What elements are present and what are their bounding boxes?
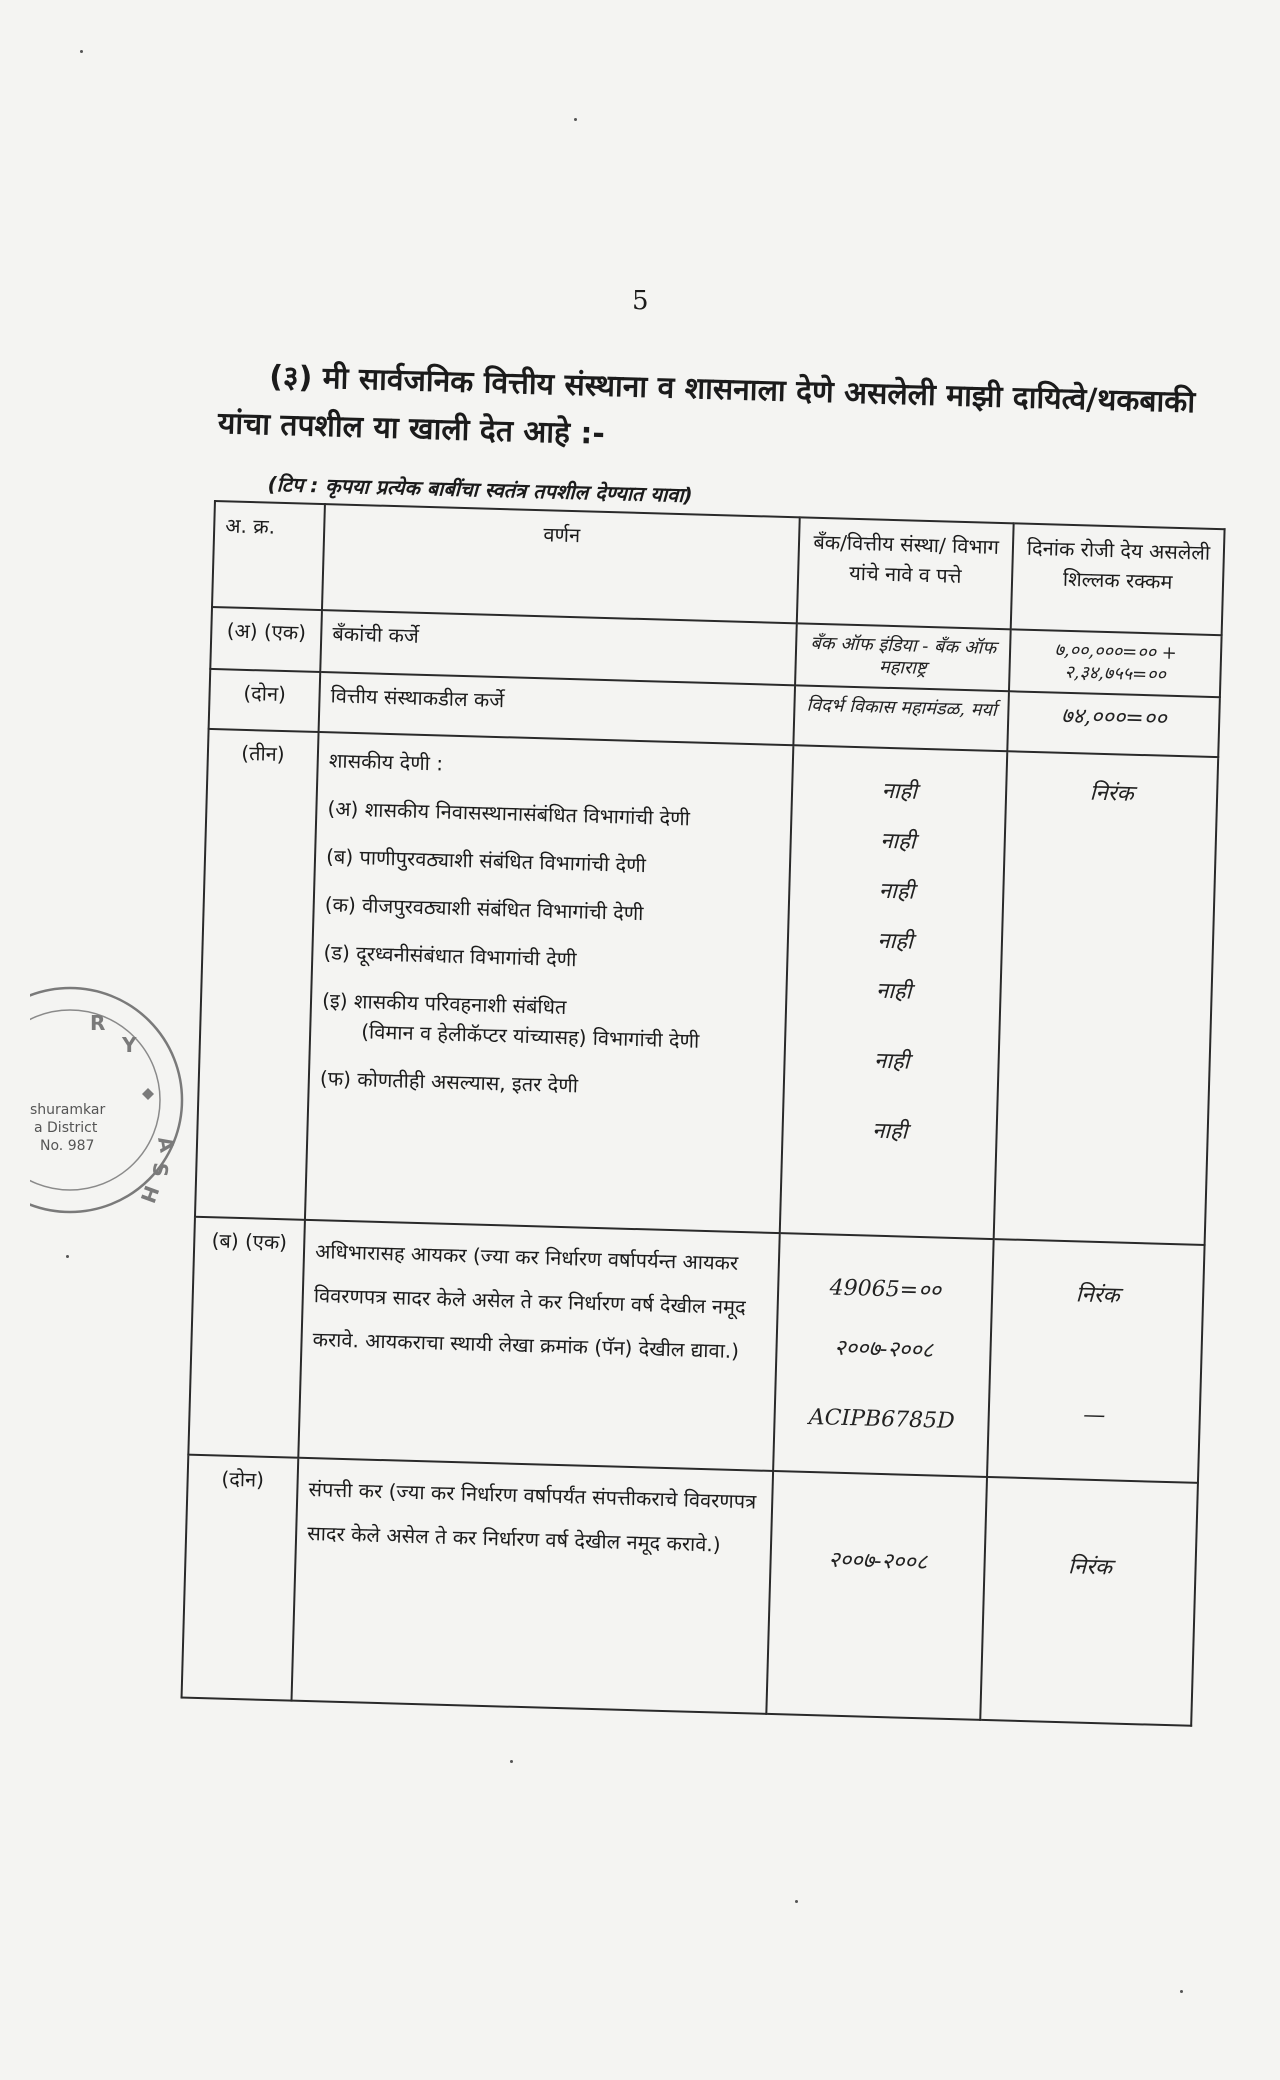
- handwritten-amount: ७४,०००=००: [1060, 703, 1167, 732]
- handwritten-value: नाही: [879, 828, 916, 855]
- handwritten-value: नाही: [873, 1048, 910, 1075]
- section-heading: [217, 352, 1239, 476]
- table-row: [195, 729, 1218, 1245]
- seal-ring-letter: Y: [122, 1033, 137, 1057]
- speck: [574, 118, 577, 121]
- page-number: 5: [632, 286, 649, 316]
- sub-item: (ड) दूरध्वनीसंबंधात विभागांची देणी: [323, 940, 577, 972]
- row-heading: शासकीय देणी :: [328, 748, 444, 776]
- header-serial: अ. क्र.: [212, 501, 325, 610]
- row-bank: [773, 1233, 994, 1477]
- handwritten-value: २००७-२००८: [827, 1547, 928, 1576]
- speck: [1180, 1990, 1183, 1993]
- sub-item: (ब) पाणीपुरवठ्याशी संबंधित विभागांची देणी: [325, 844, 647, 878]
- handwritten-amount: —: [1083, 1402, 1106, 1429]
- official-seal: [30, 980, 200, 1220]
- handwritten-bank: विदर्भ विकास महामंडळ, मर्या: [806, 694, 997, 721]
- speck: [510, 1760, 513, 1763]
- row-bank: [795, 623, 1011, 691]
- handwritten-amount: निरंक: [1067, 1554, 1113, 1581]
- handwritten-amount: निरंक: [1075, 1282, 1120, 1309]
- speck: [66, 1255, 69, 1258]
- handwritten-value: ACIPB6785D: [808, 1404, 956, 1435]
- row-description: संपत्ती कर (ज्या कर निर्धारण वर्षापर्यंत संपत्तीकराचे विवरणपत्र सादर केले असेल ते कर निर्धारण वर्ष देखील नमूद करावे.): [292, 1458, 774, 1714]
- heading-line-1: (३) मी सार्वजनिक वित्तीय संस्थाना व शासनाला देणे असलेली माझी दायित्वे/थकबाकी: [268, 359, 1196, 421]
- sub-item: (विमान व हेलीकॅप्टर यांच्यासह) विभागांची देणी: [360, 1019, 700, 1053]
- row-serial: (अ) (एक): [210, 607, 322, 672]
- seal-icon: [30, 980, 200, 1220]
- row-amount: [987, 1239, 1204, 1483]
- handwritten-value: 49065=००: [829, 1275, 942, 1304]
- seal-ring-letter: R: [90, 1011, 106, 1035]
- table-row: [188, 1217, 1204, 1483]
- speck: [795, 1900, 798, 1903]
- sub-item: (क) वीजपुरवठ्याशी संबंधित विभागांची देणी: [324, 892, 644, 926]
- handwritten-value: नाही: [875, 978, 912, 1005]
- handwritten-value: नाही: [877, 928, 914, 955]
- liabilities-table: [181, 500, 1226, 1727]
- seal-ring-letter: S: [147, 1161, 173, 1179]
- sub-item: (फ) कोणतीही असल्यास, इतर देणी: [319, 1066, 579, 1098]
- sub-item: (अ) शासकीय निवासस्थानासंबंधित विभागांची देणी: [327, 796, 691, 831]
- heading-line-2: यांचा तपशील या खाली देत आहे :-: [217, 405, 606, 452]
- row-serial: (तीन): [195, 729, 319, 1220]
- table-row: [182, 1455, 1198, 1726]
- handwritten-amount: ७,००,०००=०० + २,३४,७५५=००: [1054, 639, 1178, 686]
- row-amount: [1009, 629, 1221, 697]
- row-amount: [994, 751, 1218, 1245]
- seal-line: a District: [34, 1120, 98, 1136]
- row-amount: [980, 1477, 1198, 1726]
- seal-line: No. 987: [40, 1138, 95, 1154]
- header-description: वर्णन: [322, 504, 800, 623]
- row-bank: [794, 685, 1010, 751]
- row-bank: [780, 745, 1008, 1239]
- row-description: अधिभारासह आयकर (ज्या कर निर्धारण वर्षापर्यन्त आयकर विवरणपत्र सादर केले असेल ते कर निर्धारण वर्ष देखील नमूद करावे. आयकराचा स्थायी लेखा क्रमांक (पॅन) देखील द्यावा.): [298, 1220, 780, 1471]
- row-description: [305, 732, 793, 1233]
- handwritten-value: नाही: [878, 878, 915, 905]
- handwritten-value: नाही: [871, 1118, 908, 1145]
- speck: [80, 50, 83, 53]
- handwritten-value: २००७-२००८: [833, 1335, 934, 1364]
- seal-ring-letter: A: [153, 1134, 180, 1155]
- seal-ring-letter: H: [135, 1182, 164, 1207]
- handwritten-value: नाही: [881, 778, 918, 805]
- row-amount: [1007, 691, 1219, 757]
- row-serial: (दोन): [209, 669, 321, 732]
- sub-item: (इ) शासकीय परिवहनाशी संबंधित: [321, 988, 567, 1020]
- row-description: वित्तीय संस्थाकडील कर्जे: [319, 672, 796, 745]
- liabilities-table-wrapper: [179, 500, 1225, 1773]
- row-serial: (दोन): [182, 1455, 299, 1701]
- row-description: बँकांची कर्जे: [320, 610, 797, 685]
- note-text: (टिप : कृपया प्रत्येक बाबींचा स्वतंत्र तपशील देण्यात यावा): [267, 471, 693, 508]
- seal-line: shuramkar: [30, 1102, 106, 1118]
- handwritten-bank: बँक ऑफ इंडिया - बँक ऑफ महाराष्ट्र: [810, 632, 997, 679]
- row-serial: (ब) (एक): [188, 1217, 305, 1458]
- handwritten-amount: निरंक: [1089, 780, 1134, 807]
- header-amount: दिनांक रोजी देय असलेली शिल्लक रक्कम: [1011, 523, 1225, 635]
- row-bank: [766, 1471, 987, 1720]
- header-bank: बँक/वित्तीय संस्था/ विभाग यांचे नावे व पत्ते: [797, 517, 1014, 629]
